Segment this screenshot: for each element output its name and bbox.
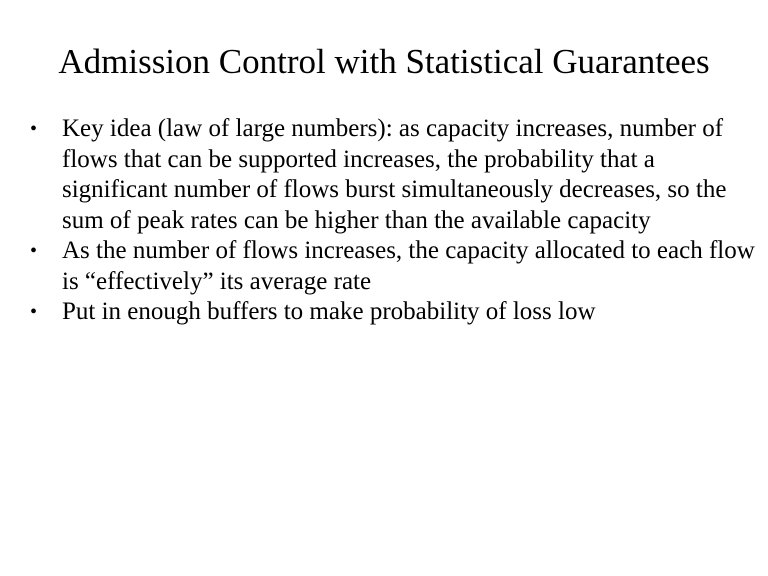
slide-title: Admission Control with Statistical Guarantees xyxy=(58,42,710,81)
bullet-text: Put in enough buffers to make probability of loss low xyxy=(62,298,596,325)
bullet-text: As the number of flows increases, the capacity allocated to each flow is “effectively” its average rate xyxy=(62,237,755,295)
bullet-item xyxy=(28,297,758,328)
bullet-text: Key idea (law of large numbers): as capacity increases, number of flows that can be supported increases, the probability that a significant number of flows burst simultaneously decreases, so the sum of peak rates can be higher than the available capacity xyxy=(62,115,727,234)
bullet-item xyxy=(28,114,758,236)
bullet-list xyxy=(28,114,758,328)
bullet-icon: • xyxy=(30,240,38,262)
bullet-icon: • xyxy=(30,301,38,323)
bullet-item xyxy=(28,236,758,297)
bullet-icon: • xyxy=(30,118,38,140)
